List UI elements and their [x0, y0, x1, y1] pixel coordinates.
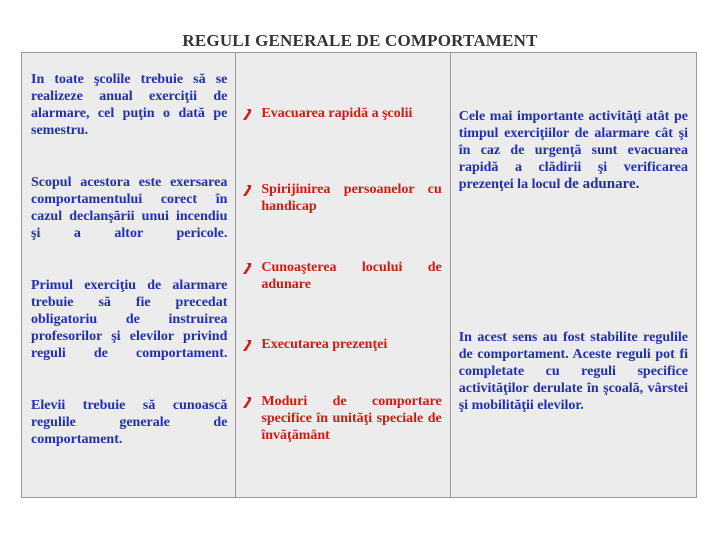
left-paragraph-1: In toate şcolile trebuie să se realizeze anual exerciţii de alarmare, cel puţin o dată pe semestru. [31, 72, 228, 138]
red-arrow-bullet-icon [242, 262, 252, 274]
left-paragraph-4: Elevii trebuie să cunoască regulile generale de comportament. [31, 398, 228, 447]
right-column [451, 53, 696, 497]
bullet-item-support [242, 181, 441, 215]
bullet-text: Cunoaşterea locului de adunare [261, 260, 442, 292]
bullet-text: Evacuarea rapidă a şcolii [261, 106, 413, 121]
red-arrow-bullet-icon [242, 339, 252, 351]
right-paragraph-1 [459, 108, 688, 193]
rules-table [21, 52, 697, 498]
bullet-item-evacuation [242, 105, 441, 122]
bullet-item-special-schools [242, 393, 441, 444]
red-arrow-bullet-icon [242, 108, 252, 120]
left-paragraph-3: Primul exerciţiu de alarmare trebuie să fie precedat obligatoriu de instruirea profesorilor şi elevilor privind reguli de comportament. [31, 278, 228, 361]
red-arrow-bullet-icon [242, 396, 252, 408]
right-paragraph-1-main: Cele mai importante activităţi atât pe timpul exerciţiilor de alarmare cât şi în caz de urgenţă sunt evacuarea rapidă a clădirii şi verificarea prezenţei la locul [458, 109, 688, 192]
bullet-item-meeting-place [242, 259, 441, 293]
bullet-text: Spirijinirea persoanelor cu handicap [261, 182, 442, 214]
bullet-text: Moduri de comportare specifice în unităţi speciale de învăţământ [261, 394, 442, 443]
left-column [22, 53, 236, 497]
right-paragraph-1-end: de adunare. [563, 176, 640, 192]
bullet-text: Executarea prezenţei [261, 337, 388, 352]
middle-column [236, 53, 450, 497]
page-title: REGULI GENERALE DE COMPORTAMENT [182, 31, 538, 50]
right-paragraph-2: In acest sens au fost stabilite regulile de comportament. Aceste reguli pot fi completate cu reguli specifice activităţilor derulate în şcoală, vârstei şi mobilităţii elevilor. [458, 330, 688, 413]
left-paragraph-2: Scopul acestora este exersarea comportamentului corect în cazul declanşării unui incendiu şi a altor pericole. [31, 175, 228, 241]
red-arrow-bullet-icon [242, 184, 252, 196]
bullet-item-attendance [242, 336, 441, 353]
